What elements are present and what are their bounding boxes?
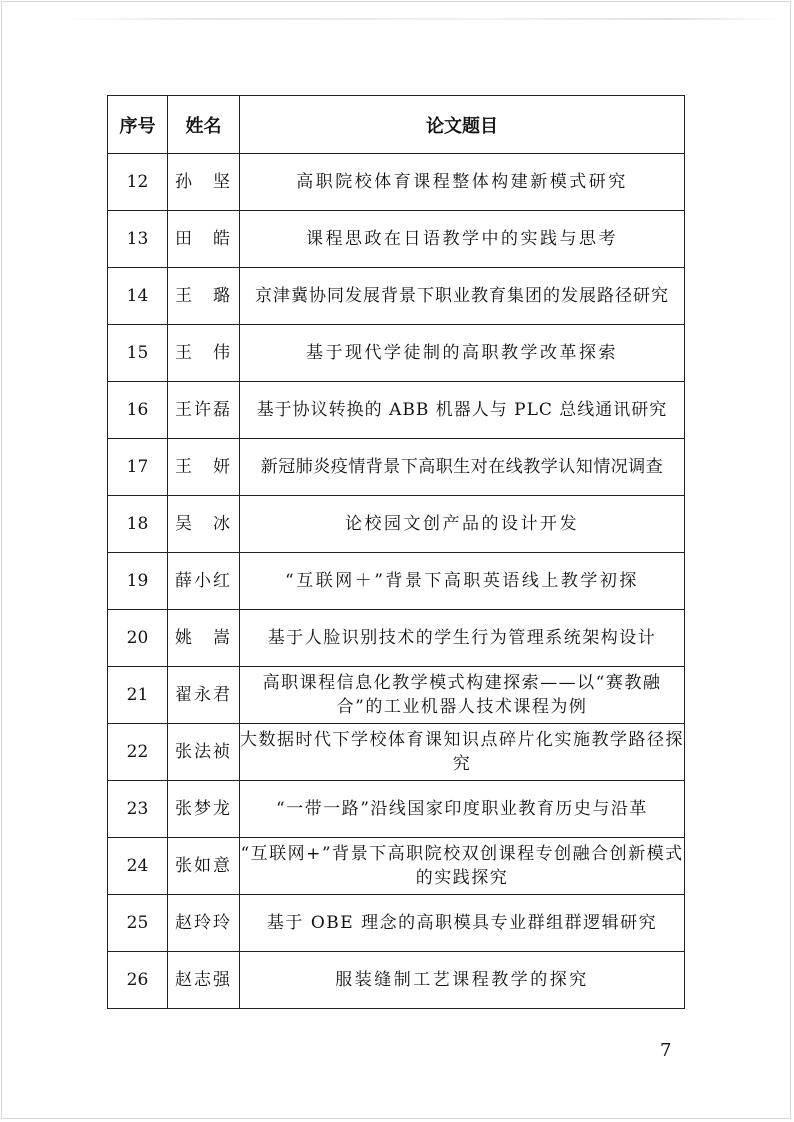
row-author-name: 薛小红 bbox=[168, 553, 240, 610]
row-author-name: 翟永君 bbox=[168, 667, 240, 724]
row-serial-number: 25 bbox=[108, 895, 168, 952]
table-row bbox=[108, 382, 685, 439]
row-paper-title: “一带一路”沿线国家印度职业教育历史与沿革 bbox=[240, 781, 685, 838]
row-paper-title: 高职院校体育课程整体构建新模式研究 bbox=[240, 154, 685, 211]
row-serial-number: 18 bbox=[108, 496, 168, 553]
table-row bbox=[108, 268, 685, 325]
row-paper-title: “互联网+”背景下高职院校双创课程专创融合创新模式的实践探究 bbox=[240, 838, 685, 895]
table-row bbox=[108, 553, 685, 610]
row-serial-number: 20 bbox=[108, 610, 168, 667]
row-author-name: 姚 嵩 bbox=[168, 610, 240, 667]
row-paper-title: 基于 OBE 理念的高职模具专业群组群逻辑研究 bbox=[240, 895, 685, 952]
scan-artifact bbox=[60, 18, 780, 20]
row-paper-title: 课程思政在日语教学中的实践与思考 bbox=[240, 211, 685, 268]
header-name: 姓名 bbox=[168, 96, 240, 154]
row-paper-title: 高职课程信息化教学模式构建探索——以“赛教融合”的工业机器人技术课程为例 bbox=[240, 667, 685, 724]
row-serial-number: 12 bbox=[108, 154, 168, 211]
header-paper-title: 论文题目 bbox=[240, 96, 685, 154]
row-serial-number: 19 bbox=[108, 553, 168, 610]
row-author-name: 王许磊 bbox=[168, 382, 240, 439]
table-row bbox=[108, 154, 685, 211]
row-author-name: 王 璐 bbox=[168, 268, 240, 325]
row-author-name: 王 妍 bbox=[168, 439, 240, 496]
row-paper-title: 新冠肺炎疫情背景下高职生对在线教学认知情况调查 bbox=[240, 439, 685, 496]
row-serial-number: 22 bbox=[108, 724, 168, 781]
row-paper-title: “互联网＋”背景下高职英语线上教学初探 bbox=[240, 553, 685, 610]
table-row bbox=[108, 211, 685, 268]
table-row bbox=[108, 895, 685, 952]
table-row bbox=[108, 439, 685, 496]
row-paper-title: 基于现代学徒制的高职教学改革探索 bbox=[240, 325, 685, 382]
row-serial-number: 17 bbox=[108, 439, 168, 496]
row-author-name: 赵玲玲 bbox=[168, 895, 240, 952]
row-serial-number: 14 bbox=[108, 268, 168, 325]
table-row bbox=[108, 781, 685, 838]
row-serial-number: 16 bbox=[108, 382, 168, 439]
row-author-name: 王 伟 bbox=[168, 325, 240, 382]
row-serial-number: 23 bbox=[108, 781, 168, 838]
table-row bbox=[108, 838, 685, 895]
row-paper-title: 大数据时代下学校体育课知识点碎片化实施教学路径探究 bbox=[240, 724, 685, 781]
row-author-name: 张法祯 bbox=[168, 724, 240, 781]
row-serial-number: 15 bbox=[108, 325, 168, 382]
row-author-name: 吴 冰 bbox=[168, 496, 240, 553]
row-paper-title: 服装缝制工艺课程教学的探究 bbox=[240, 952, 685, 1009]
table-row bbox=[108, 667, 685, 724]
table-row bbox=[108, 724, 685, 781]
header-serial-number: 序号 bbox=[108, 96, 168, 154]
table-row bbox=[108, 952, 685, 1009]
row-paper-title: 京津冀协同发展背景下职业教育集团的发展路径研究 bbox=[240, 268, 685, 325]
row-serial-number: 21 bbox=[108, 667, 168, 724]
row-paper-title: 论校园文创产品的设计开发 bbox=[240, 496, 685, 553]
row-author-name: 田 皓 bbox=[168, 211, 240, 268]
row-paper-title: 基于协议转换的 ABB 机器人与 PLC 总线通讯研究 bbox=[240, 382, 685, 439]
table-header-row bbox=[108, 96, 685, 154]
row-author-name: 张如意 bbox=[168, 838, 240, 895]
table-row bbox=[108, 496, 685, 553]
row-author-name: 赵志强 bbox=[168, 952, 240, 1009]
row-serial-number: 26 bbox=[108, 952, 168, 1009]
row-author-name: 张梦龙 bbox=[168, 781, 240, 838]
row-author-name: 孙 坚 bbox=[168, 154, 240, 211]
page-number: 7 bbox=[660, 1040, 672, 1061]
row-serial-number: 24 bbox=[108, 838, 168, 895]
table-row bbox=[108, 610, 685, 667]
table-row bbox=[108, 325, 685, 382]
row-serial-number: 13 bbox=[108, 211, 168, 268]
row-paper-title: 基于人脸识别技术的学生行为管理系统架构设计 bbox=[240, 610, 685, 667]
paper-list-table bbox=[107, 95, 685, 1009]
